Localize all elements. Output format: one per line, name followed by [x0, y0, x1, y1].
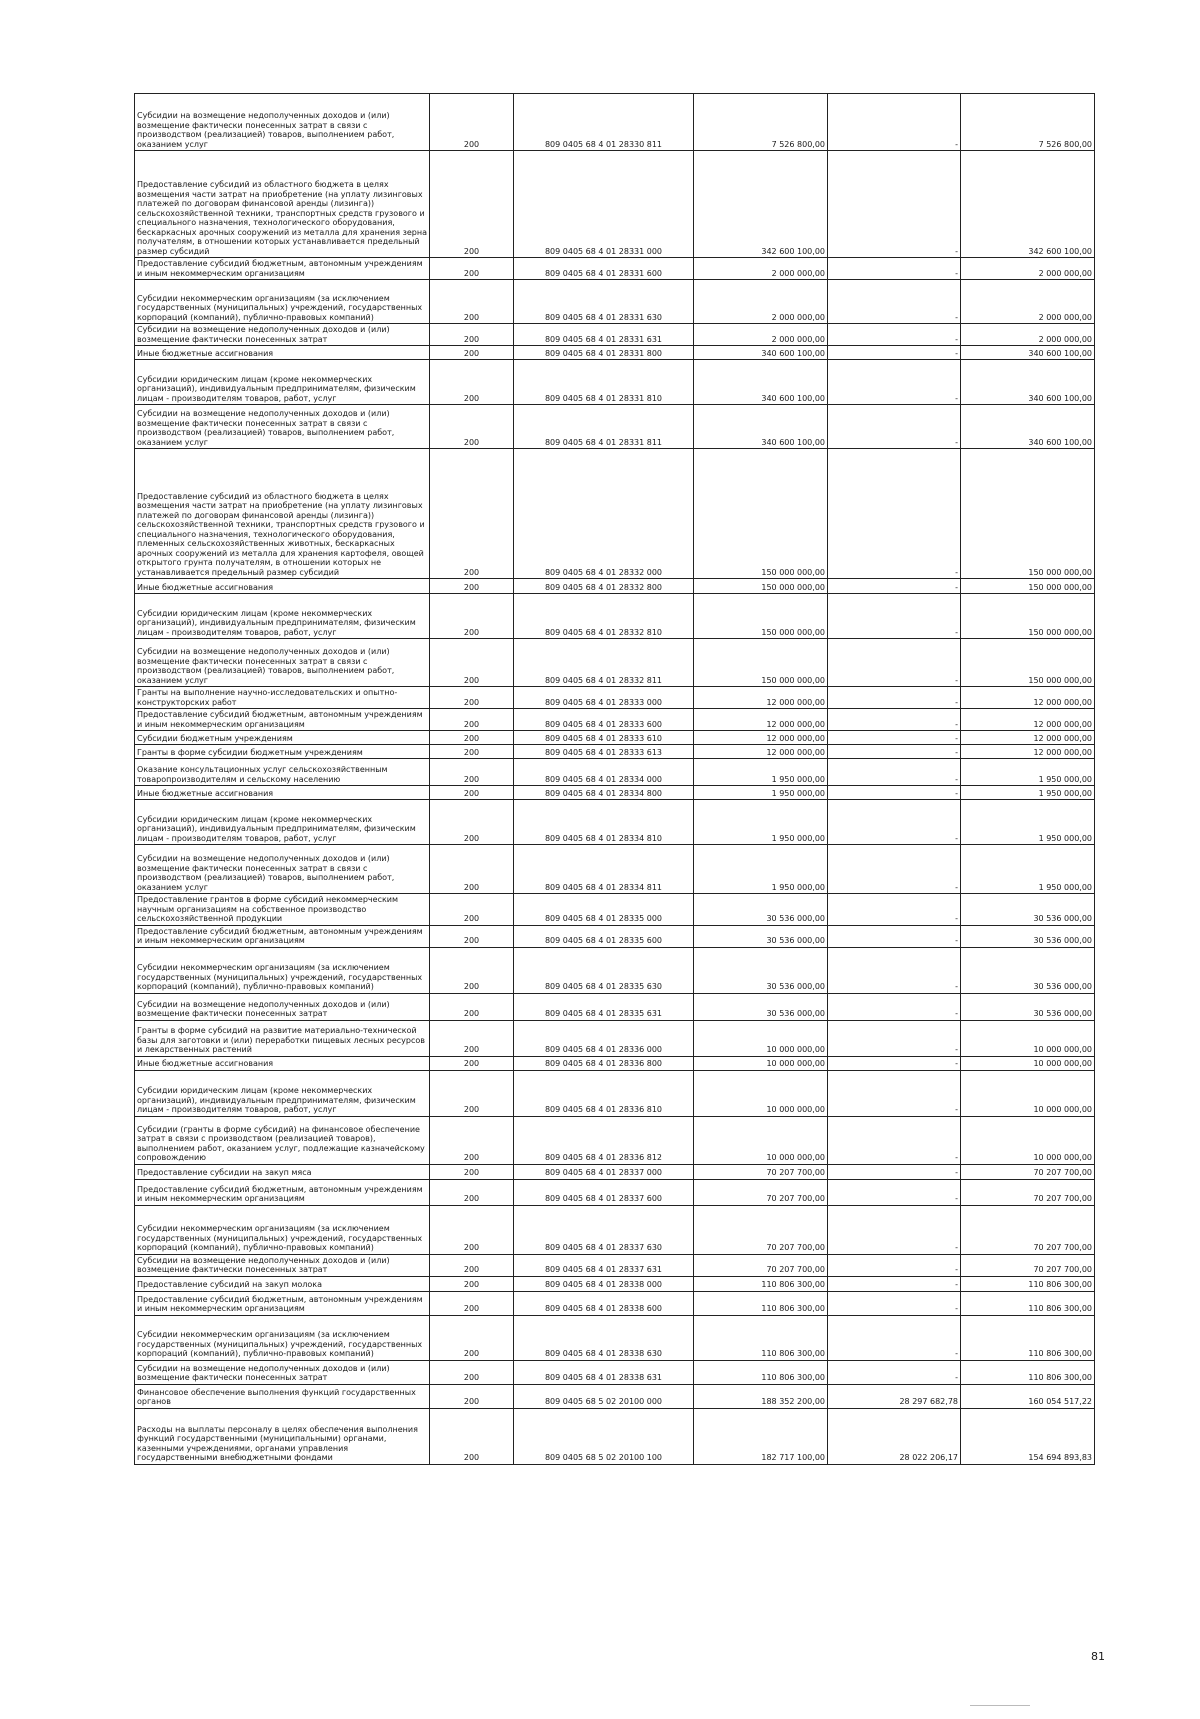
expense-name-cell: Субсидии некоммерческим организациям (за исключением государственных (муниципальных) учреждений, государственных корпораций (компаний), публично-правовых компаний)	[135, 280, 430, 324]
table-row	[135, 1291, 1095, 1315]
executed-amount-cell: 28 297 682,78	[828, 1384, 961, 1408]
budget-classification-code-cell: 809 0405 68 4 01 28333 600	[514, 709, 694, 731]
budget-classification-code-cell: 809 0405 68 4 01 28333 000	[514, 687, 694, 709]
unexecuted-amount-cell: 2 000 000,00	[961, 280, 1095, 324]
footer-rule	[970, 1705, 1030, 1706]
line-code-cell: 200	[430, 1384, 514, 1408]
unexecuted-amount-cell: 110 806 300,00	[961, 1315, 1095, 1360]
budget-classification-code-cell: 809 0405 68 4 01 28335 630	[514, 947, 694, 993]
executed-amount-cell: -	[828, 360, 961, 405]
executed-amount-cell: -	[828, 1070, 961, 1116]
expense-name-cell: Субсидии юридическим лицам (кроме некоммерческих организаций), индивидуальным предпринимателям, физическим лицам - производителям товаров, работ, услуг	[135, 1070, 430, 1116]
expense-name-cell: Субсидии некоммерческим организациям (за исключением государственных (муниципальных) учреждений, государственных корпораций (компаний), публично-правовых компаний)	[135, 947, 430, 993]
line-code-cell: 200	[430, 1315, 514, 1360]
line-code-cell: 200	[430, 1020, 514, 1056]
approved-amount-cell: 150 000 000,00	[694, 449, 828, 579]
line-code-cell: 200	[430, 1360, 514, 1384]
executed-amount-cell: -	[828, 1360, 961, 1384]
expense-name-cell: Предоставление субсидий бюджетным, автономным учреждениям и иным некоммерческим организациям	[135, 925, 430, 947]
approved-amount-cell: 150 000 000,00	[694, 594, 828, 639]
approved-amount-cell: 340 600 100,00	[694, 405, 828, 449]
unexecuted-amount-cell: 10 000 000,00	[961, 1116, 1095, 1164]
executed-amount-cell: -	[828, 894, 961, 926]
line-code-cell: 200	[430, 151, 514, 258]
expense-name-cell: Субсидии на возмещение недополученных доходов и (или) возмещение фактически понесенных затрат в связи с производством (реализацией) товаров, выполнением работ, оказанием услуг	[135, 94, 430, 151]
budget-execution-table	[134, 93, 1095, 1465]
approved-amount-cell: 110 806 300,00	[694, 1360, 828, 1384]
executed-amount-cell: -	[828, 1205, 961, 1254]
executed-amount-cell: -	[828, 405, 961, 449]
unexecuted-amount-cell: 10 000 000,00	[961, 1020, 1095, 1056]
executed-amount-cell: -	[828, 925, 961, 947]
approved-amount-cell: 2 000 000,00	[694, 258, 828, 280]
expense-name-cell: Субсидии на возмещение недополученных доходов и (или) возмещение фактически понесенных затрат	[135, 324, 430, 346]
approved-amount-cell: 10 000 000,00	[694, 1020, 828, 1056]
line-code-cell: 200	[430, 579, 514, 594]
unexecuted-amount-cell: 110 806 300,00	[961, 1276, 1095, 1291]
table-row	[135, 1179, 1095, 1205]
table-row	[135, 786, 1095, 800]
executed-amount-cell: -	[828, 1056, 961, 1070]
expense-name-cell: Гранты в форме субсидий на развитие материально-технической базы для заготовки и (или) переработки пищевых лесных ресурсов и лекарственных растений	[135, 1020, 430, 1056]
expense-name-cell: Предоставление субсидий из областного бюджета в целях возмещения части затрат на приобретение (на уплату лизинговых платежей по договорам финансовой аренды (лизинга)) сельскохозяйственной техники, транспортных средств грузового и специального назначения, технологического оборудования, племенных сельскохозяйственных животных, бескаркасных арочных сооружений из металла для хранения картофеля, овощей открытого грунта получателям, в отношении которых не устанавливается предельный размер субсидий	[135, 449, 430, 579]
executed-amount-cell: -	[828, 1164, 961, 1179]
expense-name-cell: Субсидии некоммерческим организациям (за исключением государственных (муниципальных) учреждений, государственных корпораций (компаний), публично-правовых компаний)	[135, 1205, 430, 1254]
unexecuted-amount-cell: 70 207 700,00	[961, 1179, 1095, 1205]
line-code-cell: 200	[430, 258, 514, 280]
line-code-cell: 200	[430, 449, 514, 579]
budget-classification-code-cell: 809 0405 68 4 01 28336 000	[514, 1020, 694, 1056]
unexecuted-amount-cell: 12 000 000,00	[961, 687, 1095, 709]
unexecuted-amount-cell: 2 000 000,00	[961, 324, 1095, 346]
unexecuted-amount-cell: 110 806 300,00	[961, 1360, 1095, 1384]
unexecuted-amount-cell: 342 600 100,00	[961, 151, 1095, 258]
approved-amount-cell: 30 536 000,00	[694, 993, 828, 1020]
unexecuted-amount-cell: 150 000 000,00	[961, 449, 1095, 579]
approved-amount-cell: 70 207 700,00	[694, 1164, 828, 1179]
expense-name-cell: Субсидии на возмещение недополученных доходов и (или) возмещение фактически понесенных затрат в связи с производством (реализацией) товаров, выполнением работ, оказанием услуг	[135, 639, 430, 687]
budget-classification-code-cell: 809 0405 68 4 01 28332 810	[514, 594, 694, 639]
executed-amount-cell: -	[828, 731, 961, 745]
executed-amount-cell: -	[828, 151, 961, 258]
executed-amount-cell: 28 022 206,17	[828, 1408, 961, 1464]
line-code-cell: 200	[430, 1070, 514, 1116]
expense-name-cell: Гранты на выполнение научно-исследовательских и опытно-конструкторских работ	[135, 687, 430, 709]
table-row	[135, 1315, 1095, 1360]
table-row	[135, 346, 1095, 360]
expense-name-cell: Субсидии на возмещение недополученных доходов и (или) возмещение фактически понесенных затрат	[135, 1254, 430, 1276]
executed-amount-cell: -	[828, 1291, 961, 1315]
table-row	[135, 925, 1095, 947]
executed-amount-cell: -	[828, 800, 961, 845]
line-code-cell: 200	[430, 280, 514, 324]
table-row	[135, 258, 1095, 280]
unexecuted-amount-cell: 1 950 000,00	[961, 800, 1095, 845]
approved-amount-cell: 70 207 700,00	[694, 1254, 828, 1276]
table-row	[135, 709, 1095, 731]
line-code-cell: 200	[430, 360, 514, 405]
table-row	[135, 1276, 1095, 1291]
approved-amount-cell: 30 536 000,00	[694, 947, 828, 993]
approved-amount-cell: 340 600 100,00	[694, 346, 828, 360]
line-code-cell: 200	[430, 1179, 514, 1205]
expense-name-cell: Предоставление субсидий бюджетным, автономным учреждениям и иным некоммерческим организациям	[135, 1291, 430, 1315]
budget-classification-code-cell: 809 0405 68 4 01 28331 631	[514, 324, 694, 346]
table-row	[135, 759, 1095, 786]
expense-name-cell: Субсидии юридическим лицам (кроме некоммерческих организаций), индивидуальным предпринимателям, физическим лицам - производителям товаров, работ, услуг	[135, 800, 430, 845]
line-code-cell: 200	[430, 993, 514, 1020]
expense-name-cell: Субсидии (гранты в форме субсидий) на финансовое обеспечение затрат в связи с производством (реализацией товаров), выполнением работ, оказанием услуг, подлежащие казначейскому сопровождению	[135, 1116, 430, 1164]
expense-name-cell: Субсидии на возмещение недополученных доходов и (или) возмещение фактически понесенных затрат в связи с производством (реализацией) товаров, выполнением работ, оказанием услуг	[135, 405, 430, 449]
line-code-cell: 200	[430, 845, 514, 894]
budget-classification-code-cell: 809 0405 68 4 01 28330 811	[514, 94, 694, 151]
budget-classification-code-cell: 809 0405 68 4 01 28338 631	[514, 1360, 694, 1384]
approved-amount-cell: 2 000 000,00	[694, 324, 828, 346]
budget-classification-code-cell: 809 0405 68 4 01 28334 811	[514, 845, 694, 894]
line-code-cell: 200	[430, 1408, 514, 1464]
budget-classification-code-cell: 809 0405 68 4 01 28337 630	[514, 1205, 694, 1254]
budget-classification-code-cell: 809 0405 68 5 02 20100 100	[514, 1408, 694, 1464]
executed-amount-cell: -	[828, 947, 961, 993]
executed-amount-cell: -	[828, 1020, 961, 1056]
budget-classification-code-cell: 809 0405 68 4 01 28336 812	[514, 1116, 694, 1164]
expense-name-cell: Предоставление субсидий бюджетным, автономным учреждениям и иным некоммерческим организациям	[135, 1179, 430, 1205]
unexecuted-amount-cell: 30 536 000,00	[961, 925, 1095, 947]
budget-classification-code-cell: 809 0405 68 4 01 28337 631	[514, 1254, 694, 1276]
unexecuted-amount-cell: 340 600 100,00	[961, 405, 1095, 449]
executed-amount-cell: -	[828, 639, 961, 687]
line-code-cell: 200	[430, 947, 514, 993]
budget-classification-code-cell: 809 0405 68 4 01 28331 811	[514, 405, 694, 449]
budget-classification-code-cell: 809 0405 68 5 02 20100 000	[514, 1384, 694, 1408]
approved-amount-cell: 10 000 000,00	[694, 1070, 828, 1116]
executed-amount-cell: -	[828, 687, 961, 709]
table-row	[135, 800, 1095, 845]
budget-classification-code-cell: 809 0405 68 4 01 28331 810	[514, 360, 694, 405]
budget-classification-code-cell: 809 0405 68 4 01 28333 613	[514, 745, 694, 759]
expense-name-cell: Иные бюджетные ассигнования	[135, 1056, 430, 1070]
unexecuted-amount-cell: 160 054 517,22	[961, 1384, 1095, 1408]
expense-name-cell: Субсидии на возмещение недополученных доходов и (или) возмещение фактически понесенных затрат в связи с производством (реализацией) товаров, выполнением работ, оказанием услуг	[135, 845, 430, 894]
unexecuted-amount-cell: 2 000 000,00	[961, 258, 1095, 280]
approved-amount-cell: 1 950 000,00	[694, 845, 828, 894]
budget-classification-code-cell: 809 0405 68 4 01 28336 810	[514, 1070, 694, 1116]
table-row	[135, 1070, 1095, 1116]
executed-amount-cell: -	[828, 258, 961, 280]
expense-name-cell: Субсидии на возмещение недополученных доходов и (или) возмещение фактически понесенных затрат	[135, 993, 430, 1020]
approved-amount-cell: 188 352 200,00	[694, 1384, 828, 1408]
executed-amount-cell: -	[828, 786, 961, 800]
expense-name-cell: Предоставление субсидий на закуп молока	[135, 1276, 430, 1291]
expense-name-cell: Субсидии юридическим лицам (кроме некоммерческих организаций), индивидуальным предпринимателям, физическим лицам - производителям товаров, работ, услуг	[135, 594, 430, 639]
budget-classification-code-cell: 809 0405 68 4 01 28337 000	[514, 1164, 694, 1179]
line-code-cell: 200	[430, 324, 514, 346]
line-code-cell: 200	[430, 894, 514, 926]
executed-amount-cell: -	[828, 449, 961, 579]
approved-amount-cell: 150 000 000,00	[694, 639, 828, 687]
expense-name-cell: Предоставление субсидии на закуп мяса	[135, 1164, 430, 1179]
unexecuted-amount-cell: 1 950 000,00	[961, 845, 1095, 894]
unexecuted-amount-cell: 1 950 000,00	[961, 786, 1095, 800]
unexecuted-amount-cell: 70 207 700,00	[961, 1164, 1095, 1179]
approved-amount-cell: 110 806 300,00	[694, 1276, 828, 1291]
budget-classification-code-cell: 809 0405 68 4 01 28335 600	[514, 925, 694, 947]
approved-amount-cell: 1 950 000,00	[694, 800, 828, 845]
executed-amount-cell: -	[828, 845, 961, 894]
line-code-cell: 200	[430, 405, 514, 449]
executed-amount-cell: -	[828, 759, 961, 786]
line-code-cell: 200	[430, 1164, 514, 1179]
executed-amount-cell: -	[828, 1276, 961, 1291]
table-row	[135, 1408, 1095, 1464]
unexecuted-amount-cell: 30 536 000,00	[961, 947, 1095, 993]
approved-amount-cell: 182 717 100,00	[694, 1408, 828, 1464]
page-number: 81	[1091, 1650, 1105, 1663]
approved-amount-cell: 110 806 300,00	[694, 1291, 828, 1315]
table-row	[135, 1164, 1095, 1179]
budget-classification-code-cell: 809 0405 68 4 01 28332 000	[514, 449, 694, 579]
budget-classification-code-cell: 809 0405 68 4 01 28331 630	[514, 280, 694, 324]
approved-amount-cell: 10 000 000,00	[694, 1056, 828, 1070]
budget-classification-code-cell: 809 0405 68 4 01 28335 631	[514, 993, 694, 1020]
table-row	[135, 845, 1095, 894]
executed-amount-cell: -	[828, 993, 961, 1020]
budget-classification-code-cell: 809 0405 68 4 01 28331 800	[514, 346, 694, 360]
executed-amount-cell: -	[828, 594, 961, 639]
budget-classification-code-cell: 809 0405 68 4 01 28333 610	[514, 731, 694, 745]
approved-amount-cell: 30 536 000,00	[694, 894, 828, 926]
table-row	[135, 1020, 1095, 1056]
unexecuted-amount-cell: 150 000 000,00	[961, 639, 1095, 687]
expense-name-cell: Предоставление грантов в форме субсидий некоммерческим научным организациям на собственное производство сельскохозяйственной продукции	[135, 894, 430, 926]
line-code-cell: 200	[430, 731, 514, 745]
unexecuted-amount-cell: 12 000 000,00	[961, 745, 1095, 759]
table-row	[135, 639, 1095, 687]
unexecuted-amount-cell: 154 694 893,83	[961, 1408, 1095, 1464]
executed-amount-cell: -	[828, 280, 961, 324]
approved-amount-cell: 342 600 100,00	[694, 151, 828, 258]
approved-amount-cell: 7 526 800,00	[694, 94, 828, 151]
table-row	[135, 993, 1095, 1020]
expense-name-cell: Оказание консультационных услуг сельскохозяйственным товаропроизводителям и сельскому населению	[135, 759, 430, 786]
unexecuted-amount-cell: 7 526 800,00	[961, 94, 1095, 151]
unexecuted-amount-cell: 12 000 000,00	[961, 709, 1095, 731]
table-row	[135, 151, 1095, 258]
budget-classification-code-cell: 809 0405 68 4 01 28336 800	[514, 1056, 694, 1070]
budget-classification-code-cell: 809 0405 68 4 01 28331 000	[514, 151, 694, 258]
table-row	[135, 1056, 1095, 1070]
unexecuted-amount-cell: 150 000 000,00	[961, 579, 1095, 594]
unexecuted-amount-cell: 12 000 000,00	[961, 731, 1095, 745]
approved-amount-cell: 70 207 700,00	[694, 1179, 828, 1205]
table-row	[135, 594, 1095, 639]
budget-classification-code-cell: 809 0405 68 4 01 28334 000	[514, 759, 694, 786]
line-code-cell: 200	[430, 800, 514, 845]
executed-amount-cell: -	[828, 1116, 961, 1164]
expense-name-cell: Субсидии некоммерческим организациям (за исключением государственных (муниципальных) учреждений, государственных корпораций (компаний), публично-правовых компаний)	[135, 1315, 430, 1360]
table-row	[135, 94, 1095, 151]
approved-amount-cell: 12 000 000,00	[694, 731, 828, 745]
table-row	[135, 1254, 1095, 1276]
expense-name-cell: Гранты в форме субсидии бюджетным учреждениям	[135, 745, 430, 759]
table-row	[135, 449, 1095, 579]
approved-amount-cell: 12 000 000,00	[694, 745, 828, 759]
expense-name-cell: Предоставление субсидий из областного бюджета в целях возмещения части затрат на приобретение (на уплату лизинговых платежей по договорам финансовой аренды (лизинга)) сельскохозяйственной техники, транспортных средств грузового и специального назначения, технологического оборудования, бескаркасных арочных сооружений из металла для хранения зерна получателям, в отношении которых устанавливается предельный размер субсидий	[135, 151, 430, 258]
line-code-cell: 200	[430, 709, 514, 731]
line-code-cell: 200	[430, 1116, 514, 1164]
approved-amount-cell: 110 806 300,00	[694, 1315, 828, 1360]
table-row	[135, 947, 1095, 993]
line-code-cell: 200	[430, 1291, 514, 1315]
table-row	[135, 1384, 1095, 1408]
unexecuted-amount-cell: 340 600 100,00	[961, 360, 1095, 405]
line-code-cell: 200	[430, 594, 514, 639]
table-row	[135, 1205, 1095, 1254]
table-row	[135, 731, 1095, 745]
approved-amount-cell: 1 950 000,00	[694, 759, 828, 786]
table-row	[135, 579, 1095, 594]
budget-classification-code-cell: 809 0405 68 4 01 28335 000	[514, 894, 694, 926]
table-row	[135, 324, 1095, 346]
table-row	[135, 280, 1095, 324]
line-code-cell: 200	[430, 786, 514, 800]
table-row	[135, 687, 1095, 709]
expense-name-cell: Субсидии юридическим лицам (кроме некоммерческих организаций), индивидуальным предпринимателям, физическим лицам - производителям товаров, работ, услуг	[135, 360, 430, 405]
line-code-cell: 200	[430, 1056, 514, 1070]
approved-amount-cell: 340 600 100,00	[694, 360, 828, 405]
table-row	[135, 745, 1095, 759]
approved-amount-cell: 150 000 000,00	[694, 579, 828, 594]
expense-name-cell: Иные бюджетные ассигнования	[135, 786, 430, 800]
approved-amount-cell: 12 000 000,00	[694, 709, 828, 731]
line-code-cell: 200	[430, 687, 514, 709]
unexecuted-amount-cell: 70 207 700,00	[961, 1205, 1095, 1254]
approved-amount-cell: 10 000 000,00	[694, 1116, 828, 1164]
expense-name-cell: Иные бюджетные ассигнования	[135, 346, 430, 360]
table-row	[135, 360, 1095, 405]
table-row	[135, 405, 1095, 449]
budget-classification-code-cell: 809 0405 68 4 01 28338 600	[514, 1291, 694, 1315]
line-code-cell: 200	[430, 925, 514, 947]
executed-amount-cell: -	[828, 1315, 961, 1360]
table-row	[135, 894, 1095, 926]
executed-amount-cell: -	[828, 346, 961, 360]
unexecuted-amount-cell: 1 950 000,00	[961, 759, 1095, 786]
budget-classification-code-cell: 809 0405 68 4 01 28332 800	[514, 579, 694, 594]
executed-amount-cell: -	[828, 94, 961, 151]
line-code-cell: 200	[430, 1276, 514, 1291]
line-code-cell: 200	[430, 94, 514, 151]
budget-classification-code-cell: 809 0405 68 4 01 28334 800	[514, 786, 694, 800]
budget-classification-code-cell: 809 0405 68 4 01 28331 600	[514, 258, 694, 280]
unexecuted-amount-cell: 30 536 000,00	[961, 894, 1095, 926]
executed-amount-cell: -	[828, 1254, 961, 1276]
expense-name-cell: Предоставление субсидий бюджетным, автономным учреждениям и иным некоммерческим организациям	[135, 258, 430, 280]
line-code-cell: 200	[430, 759, 514, 786]
unexecuted-amount-cell: 150 000 000,00	[961, 594, 1095, 639]
budget-classification-code-cell: 809 0405 68 4 01 28332 811	[514, 639, 694, 687]
line-code-cell: 200	[430, 639, 514, 687]
budget-classification-code-cell: 809 0405 68 4 01 28338 630	[514, 1315, 694, 1360]
table-row	[135, 1116, 1095, 1164]
approved-amount-cell: 70 207 700,00	[694, 1205, 828, 1254]
expense-name-cell: Предоставление субсидий бюджетным, автономным учреждениям и иным некоммерческим организациям	[135, 709, 430, 731]
executed-amount-cell: -	[828, 579, 961, 594]
approved-amount-cell: 1 950 000,00	[694, 786, 828, 800]
unexecuted-amount-cell: 10 000 000,00	[961, 1056, 1095, 1070]
unexecuted-amount-cell: 30 536 000,00	[961, 993, 1095, 1020]
line-code-cell: 200	[430, 1254, 514, 1276]
executed-amount-cell: -	[828, 745, 961, 759]
expense-name-cell: Расходы на выплаты персоналу в целях обеспечения выполнения функций государственными (муниципальными) органами, казенными учреждениями, органами управления государственными внебюджетными фондами	[135, 1408, 430, 1464]
unexecuted-amount-cell: 110 806 300,00	[961, 1291, 1095, 1315]
unexecuted-amount-cell: 70 207 700,00	[961, 1254, 1095, 1276]
line-code-cell: 200	[430, 745, 514, 759]
unexecuted-amount-cell: 10 000 000,00	[961, 1070, 1095, 1116]
executed-amount-cell: -	[828, 709, 961, 731]
table-row	[135, 1360, 1095, 1384]
approved-amount-cell: 2 000 000,00	[694, 280, 828, 324]
line-code-cell: 200	[430, 346, 514, 360]
budget-classification-code-cell: 809 0405 68 4 01 28334 810	[514, 800, 694, 845]
budget-classification-code-cell: 809 0405 68 4 01 28338 000	[514, 1276, 694, 1291]
approved-amount-cell: 12 000 000,00	[694, 687, 828, 709]
budget-classification-code-cell: 809 0405 68 4 01 28337 600	[514, 1179, 694, 1205]
expense-name-cell: Субсидии бюджетным учреждениям	[135, 731, 430, 745]
expense-name-cell: Иные бюджетные ассигнования	[135, 579, 430, 594]
expense-name-cell: Субсидии на возмещение недополученных доходов и (или) возмещение фактически понесенных затрат	[135, 1360, 430, 1384]
line-code-cell: 200	[430, 1205, 514, 1254]
expense-name-cell: Финансовое обеспечение выполнения функций государственных органов	[135, 1384, 430, 1408]
executed-amount-cell: -	[828, 1179, 961, 1205]
executed-amount-cell: -	[828, 324, 961, 346]
approved-amount-cell: 30 536 000,00	[694, 925, 828, 947]
unexecuted-amount-cell: 340 600 100,00	[961, 346, 1095, 360]
